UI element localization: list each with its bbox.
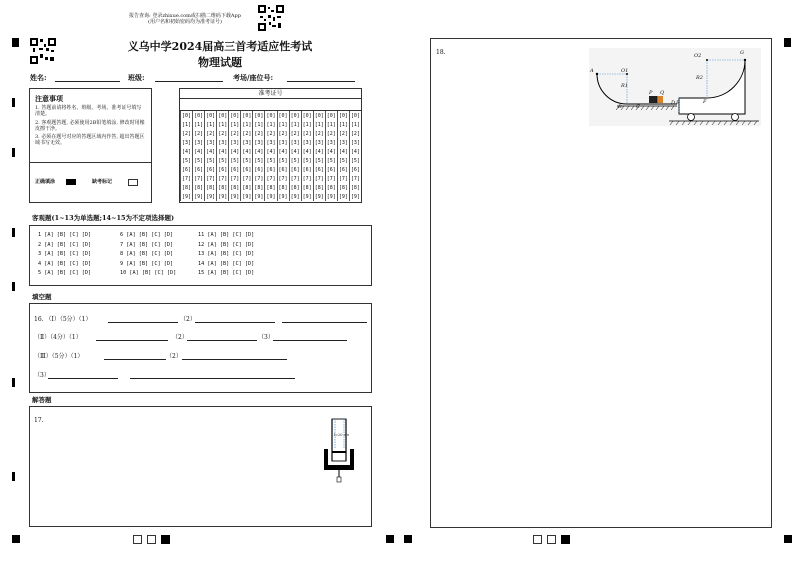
- ticket-digit-bubble[interactable]: [9]: [218, 193, 228, 200]
- ticket-digit-bubble[interactable]: [2]: [218, 130, 228, 137]
- ticket-digit-bubble[interactable]: [3]: [302, 139, 312, 146]
- ticket-digit-bubble[interactable]: [0]: [338, 112, 348, 119]
- ticket-digit-bubble[interactable]: [5]: [350, 157, 360, 164]
- ticket-digit-bubble[interactable]: [5]: [194, 157, 204, 164]
- ticket-digit-bubble[interactable]: [1]: [242, 121, 252, 128]
- ticket-digit-bubble[interactable]: [1]: [194, 121, 204, 128]
- ticket-digit-bubble[interactable]: [3]: [278, 139, 288, 146]
- ticket-digit-bubble[interactable]: [5]: [338, 157, 348, 164]
- fig-label-B: B: [618, 104, 622, 110]
- ticket-digit-bubble[interactable]: [2]: [278, 130, 288, 137]
- ticket-digit-bubble[interactable]: [4]: [302, 148, 312, 155]
- correct-fill-label: 正确填涂: [35, 179, 56, 185]
- ticket-digit-bubble[interactable]: [9]: [350, 193, 360, 200]
- ticket-digit-row: [181, 156, 362, 165]
- class-label: 班级:: [128, 73, 145, 82]
- seat-label: 考场/座位号:: [233, 73, 274, 82]
- objective-col-1[interactable]: [38, 231, 91, 279]
- q16-i-3-blank[interactable]: [282, 322, 367, 323]
- missing-mark-label: 缺考标记: [92, 179, 113, 185]
- notice-item-2: 2. 客观题答题, 必须使用2B铅笔填涂, 修改时用橡皮擦干净。: [35, 119, 145, 132]
- ticket-digit-bubble[interactable]: [6]: [278, 166, 288, 173]
- answer-title: 解答题: [32, 396, 52, 404]
- ticket-digit-bubble[interactable]: [2]: [314, 130, 324, 137]
- qr-code-student: [30, 38, 56, 64]
- ticket-digit-bubble[interactable]: [6]: [242, 166, 252, 173]
- ticket-digit-bubble[interactable]: [3]: [350, 139, 360, 146]
- ticket-digit-bubble[interactable]: [4]: [290, 148, 300, 155]
- fig-label-R2: R2: [696, 75, 703, 81]
- ticket-digit-bubble[interactable]: [1]: [326, 121, 336, 128]
- ticket-digit-bubble[interactable]: [9]: [278, 193, 288, 200]
- ticket-digit-bubble[interactable]: [3]: [290, 139, 300, 146]
- ticket-digit-bubble[interactable]: [5]: [266, 157, 276, 164]
- ticket-digit-bubble[interactable]: [4]: [182, 148, 192, 155]
- q16-ii-2-label: （2）: [172, 334, 188, 341]
- objective-question-row[interactable]: 15 [A] [B] [C] [D]: [198, 270, 255, 276]
- ticket-digit-bubble[interactable]: [8]: [290, 184, 300, 191]
- qr-code-top[interactable]: [258, 5, 284, 31]
- ticket-digit-row: [181, 165, 362, 174]
- ticket-entry-row[interactable]: [180, 98, 361, 111]
- objective-question-row[interactable]: 9 [A] [B] [C] [D]: [120, 260, 174, 267]
- ticket-digit-bubble[interactable]: [1]: [254, 121, 264, 128]
- ticket-digit-bubble[interactable]: [5]: [302, 157, 312, 164]
- correct-fill-sample: [66, 179, 76, 185]
- ticket-digit-bubble[interactable]: [2]: [350, 130, 360, 137]
- ticket-digit-bubble[interactable]: [6]: [206, 166, 216, 173]
- ticket-digit-bubble[interactable]: [7]: [350, 175, 360, 182]
- ticket-digit-bubble[interactable]: [3]: [338, 139, 348, 146]
- objective-question-row[interactable]: 7 [A] [B] [C] [D]: [120, 241, 174, 248]
- q16-i-1-blank[interactable]: [108, 322, 178, 323]
- ticket-digit-bubble[interactable]: [5]: [290, 157, 300, 164]
- objective-question-row[interactable]: 10 [A] [B] [C] [D]: [120, 270, 177, 276]
- ticket-digit-bubble[interactable]: [8]: [242, 184, 252, 191]
- ticket-digit-bubble[interactable]: [0]: [206, 112, 216, 119]
- timing-mark-left-1: [12, 98, 15, 107]
- fig-label-Q: Q: [660, 90, 665, 96]
- missing-mark-box[interactable]: [128, 179, 138, 186]
- objective-question-row[interactable]: 14 [A] [B] [C] [D]: [198, 260, 255, 267]
- fig-label-A: A: [590, 68, 594, 74]
- ticket-digit-bubble[interactable]: [2]: [326, 130, 336, 137]
- ticket-digit-bubble[interactable]: [5]: [182, 157, 192, 164]
- ticket-digit-row: [181, 138, 362, 147]
- ticket-digit-bubble[interactable]: [9]: [206, 193, 216, 200]
- ticket-digit-bubble[interactable]: [3]: [314, 139, 324, 146]
- ticket-digit-bubble[interactable]: [7]: [194, 175, 204, 182]
- ticket-digit-bubble[interactable]: [4]: [242, 148, 252, 155]
- ticket-digit-bubble[interactable]: [6]: [314, 166, 324, 173]
- timing-mark-left-6: [12, 472, 15, 481]
- ticket-digit-bubble[interactable]: [0]: [182, 112, 192, 119]
- ticket-digit-bubble[interactable]: [9]: [290, 193, 300, 200]
- fig-label-E: E: [676, 100, 680, 106]
- ticket-digit-bubble[interactable]: [6]: [350, 166, 360, 173]
- objective-question-row[interactable]: 8 [A] [B] [C] [D]: [120, 251, 174, 257]
- ticket-digit-bubble[interactable]: [1]: [278, 121, 288, 128]
- ticket-digit-bubble[interactable]: [8]: [230, 184, 240, 191]
- ticket-digit-bubble[interactable]: [1]: [206, 121, 216, 128]
- ticket-digit-bubble[interactable]: [8]: [266, 184, 276, 191]
- fig-label-D: D: [671, 100, 676, 106]
- ticket-digit-bubble[interactable]: [6]: [266, 166, 276, 173]
- notice-item-3: 3. 必须在题号对应的答题区域内作答, 超出答题区域书写无效。: [35, 134, 145, 147]
- ticket-digit-bubble[interactable]: [2]: [290, 130, 300, 137]
- fig-label-O2: O2: [694, 53, 702, 59]
- fig-label-G: G: [740, 50, 744, 56]
- q16-i-2-label: （2）: [180, 316, 196, 323]
- ticket-digit-bubble[interactable]: [5]: [254, 157, 264, 164]
- ticket-digit-bubble[interactable]: [2]: [182, 130, 192, 137]
- ticket-digit-bubble[interactable]: [8]: [254, 184, 264, 191]
- ticket-digit-bubble[interactable]: [1]: [338, 121, 348, 128]
- q16-iii-2-label: （2）: [166, 353, 182, 360]
- objective-question-row[interactable]: 2 [A] [B] [C] [D]: [38, 241, 92, 248]
- q16-label: 16. （Ⅰ）（5分）（1）: [34, 316, 92, 323]
- fig-label-C: C: [636, 104, 640, 110]
- ticket-digit-bubble[interactable]: [7]: [290, 175, 300, 182]
- ticket-digit-bubble[interactable]: [1]: [266, 121, 276, 128]
- ticket-digit-columns[interactable]: [180, 111, 361, 201]
- ticket-digit-bubble[interactable]: [7]: [302, 175, 312, 182]
- ticket-digit-bubble[interactable]: [5]: [206, 157, 216, 164]
- ticket-digit-bubble[interactable]: [0]: [230, 112, 240, 119]
- ticket-digit-bubble[interactable]: [1]: [290, 121, 300, 128]
- notice-box: [29, 88, 152, 203]
- ticket-digit-row: [181, 147, 362, 156]
- ticket-digit-bubble[interactable]: [4]: [278, 148, 288, 155]
- objective-question-row[interactable]: 5 [A] [B] [C] [D]: [38, 270, 92, 276]
- ticket-digit-bubble[interactable]: [5]: [242, 157, 252, 164]
- fill-blank-title: 填空题: [32, 293, 52, 301]
- ticket-digit-bubble[interactable]: [0]: [218, 112, 228, 119]
- timing-mark-bottom-mid: [386, 535, 394, 543]
- ticket-digit-bubble[interactable]: [0]: [290, 112, 300, 119]
- ticket-digit-bubble[interactable]: [2]: [242, 130, 252, 137]
- q18-answer-box[interactable]: [430, 38, 772, 528]
- timing-mark-left-5: [12, 378, 15, 387]
- objective-question-row[interactable]: 11 [A] [B] [C] [D]: [198, 232, 255, 238]
- ticket-digit-bubble[interactable]: [2]: [338, 130, 348, 137]
- page-code-right-2: [547, 535, 556, 544]
- ticket-digit-row: [181, 111, 362, 120]
- ticket-digit-bubble[interactable]: [3]: [266, 139, 276, 146]
- ticket-digit-bubble[interactable]: [4]: [326, 148, 336, 155]
- ticket-digit-bubble[interactable]: [4]: [338, 148, 348, 155]
- timing-mark-bottom-right: [784, 535, 792, 543]
- ticket-digit-bubble[interactable]: [1]: [218, 121, 228, 128]
- ticket-digit-bubble[interactable]: [4]: [266, 148, 276, 155]
- ticket-digit-bubble[interactable]: [0]: [314, 112, 324, 119]
- notice-item-1: 1. 答题前请将姓名、班级、考场、准考证号填写清楚。: [35, 105, 142, 118]
- objective-title: 客观题(1~13为单选题;14~15为不定项选择题): [32, 214, 175, 222]
- seat-field[interactable]: [287, 81, 355, 82]
- ticket-digit-bubble[interactable]: [7]: [326, 175, 336, 182]
- ticket-digit-bubble[interactable]: [1]: [182, 121, 192, 128]
- ticket-digit-bubble[interactable]: [2]: [206, 130, 216, 137]
- ticket-digit-bubble[interactable]: [8]: [278, 184, 288, 191]
- ticket-digit-bubble[interactable]: [7]: [338, 175, 348, 182]
- ticket-digit-bubble[interactable]: [6]: [290, 166, 300, 173]
- ticket-digit-bubble[interactable]: [4]: [206, 148, 216, 155]
- ticket-digit-bubble[interactable]: [6]: [326, 166, 336, 173]
- q18-figure: [589, 48, 761, 126]
- ticket-digit-row: [181, 183, 362, 192]
- ticket-digit-bubble[interactable]: [4]: [230, 148, 240, 155]
- ticket-digit-bubble[interactable]: [2]: [230, 130, 240, 137]
- ticket-digit-bubble[interactable]: [4]: [194, 148, 204, 155]
- q18-label: 18.: [436, 49, 446, 56]
- timing-mark-left-2: [12, 148, 15, 157]
- ticket-digit-bubble[interactable]: [1]: [302, 121, 312, 128]
- q16-i-2-blank[interactable]: [195, 322, 275, 323]
- fill-blank-box: [29, 303, 372, 393]
- exam-title-line1: 义乌中学2024届高三首考适应性考试: [127, 40, 313, 53]
- page-code-left-2: [147, 535, 156, 544]
- objective-col-2[interactable]: [120, 231, 176, 279]
- notice-items: [35, 105, 145, 147]
- ticket-digit-bubble[interactable]: [3]: [218, 139, 228, 146]
- name-label: 姓名:: [30, 73, 47, 82]
- ticket-digit-bubble[interactable]: [9]: [266, 193, 276, 200]
- ticket-digit-bubble[interactable]: [9]: [302, 193, 312, 200]
- ticket-digit-bubble[interactable]: [3]: [182, 139, 192, 146]
- q17-figure: [318, 415, 358, 485]
- q16-iii-label: （Ⅲ）（5分）（1）: [34, 353, 84, 360]
- report-query-line1: 报告查询: 登录zhixue.com或扫描二维码下载App: [129, 13, 241, 19]
- ticket-digit-bubble[interactable]: [4]: [314, 148, 324, 155]
- ticket-digit-bubble[interactable]: [3]: [194, 139, 204, 146]
- ticket-digit-bubble[interactable]: [3]: [242, 139, 252, 146]
- page-code-right-3: [561, 535, 570, 544]
- ticket-digit-bubble[interactable]: [8]: [218, 184, 228, 191]
- ticket-digit-bubble[interactable]: [4]: [254, 148, 264, 155]
- objective-question-row[interactable]: 4 [A] [B] [C] [D]: [38, 260, 92, 267]
- notice-title: 注意事项: [35, 94, 63, 103]
- timing-mark-bottom-mid2: [404, 535, 412, 543]
- exam-title: [120, 38, 320, 70]
- ticket-digit-bubble[interactable]: [7]: [182, 175, 192, 182]
- page-code-left-1: [133, 535, 142, 544]
- ticket-digit-bubble[interactable]: [7]: [314, 175, 324, 182]
- exam-title-line2: 物理试题: [198, 56, 242, 69]
- objective-question-row[interactable]: 1 [A] [B] [C] [D]: [38, 232, 92, 238]
- ticket-digit-bubble[interactable]: [5]: [314, 157, 324, 164]
- objective-question-row[interactable]: 12 [A] [B] [C] [D]: [198, 241, 255, 248]
- ticket-digit-bubble[interactable]: [9]: [314, 193, 324, 200]
- q16-iii-2-blank[interactable]: [182, 359, 287, 360]
- q16-ii-3-blank[interactable]: [273, 340, 347, 341]
- ticket-digit-bubble[interactable]: [4]: [350, 148, 360, 155]
- ticket-digit-bubble[interactable]: [1]: [230, 121, 240, 128]
- ticket-digit-bubble[interactable]: [3]: [230, 139, 240, 146]
- ticket-digit-bubble[interactable]: [0]: [350, 112, 360, 119]
- ticket-digit-bubble[interactable]: [8]: [314, 184, 324, 191]
- timing-mark-left-4: [12, 282, 15, 291]
- ticket-digit-bubble[interactable]: [1]: [350, 121, 360, 128]
- fig-label-R1: R1: [621, 83, 628, 89]
- ticket-digit-bubble[interactable]: [0]: [326, 112, 336, 119]
- ticket-digit-bubble[interactable]: [6]: [230, 166, 240, 173]
- ticket-digit-bubble[interactable]: [0]: [266, 112, 276, 119]
- ticket-digit-bubble[interactable]: [7]: [254, 175, 264, 182]
- ticket-digit-bubble[interactable]: [6]: [182, 166, 192, 173]
- ticket-digit-bubble[interactable]: [2]: [266, 130, 276, 137]
- report-query-note: [110, 13, 260, 26]
- ticket-digit-bubble[interactable]: [8]: [302, 184, 312, 191]
- ticket-digit-bubble[interactable]: [0]: [242, 112, 252, 119]
- ticket-digit-bubble[interactable]: [8]: [194, 184, 204, 191]
- ticket-digit-bubble[interactable]: [7]: [206, 175, 216, 182]
- ticket-digit-bubble[interactable]: [3]: [254, 139, 264, 146]
- ticket-digit-bubble[interactable]: [3]: [326, 139, 336, 146]
- timing-mark-top-left: [12, 38, 19, 47]
- fig-label-O1: O1: [621, 68, 629, 74]
- q17-length-label: l=20 cm: [334, 433, 349, 437]
- ticket-digit-table[interactable]: [180, 111, 361, 201]
- q16-iii-3-label: （3）: [34, 372, 50, 379]
- name-field[interactable]: [55, 81, 120, 82]
- objective-question-row[interactable]: 13 [A] [B] [C] [D]: [198, 251, 255, 257]
- objective-col-3[interactable]: [198, 231, 254, 279]
- ticket-digit-bubble[interactable]: [6]: [302, 166, 312, 173]
- ticket-digit-bubble[interactable]: [9]: [254, 193, 264, 200]
- ticket-digit-bubble[interactable]: [9]: [230, 193, 240, 200]
- q16-ii-3-label: （3）: [258, 334, 274, 341]
- ticket-digit-bubble[interactable]: [4]: [218, 148, 228, 155]
- ticket-digit-row: [181, 192, 362, 201]
- timing-mark-top-right: [784, 38, 791, 47]
- q16-ii-2-blank[interactable]: [187, 340, 257, 341]
- ticket-digit-bubble[interactable]: [7]: [278, 175, 288, 182]
- objective-question-row[interactable]: 3 [A] [B] [C] [D]: [38, 251, 92, 257]
- ticket-digit-bubble[interactable]: [0]: [278, 112, 288, 119]
- ticket-digit-bubble[interactable]: [8]: [350, 184, 360, 191]
- ticket-digit-bubble[interactable]: [9]: [194, 193, 204, 200]
- ticket-digit-bubble[interactable]: [7]: [242, 175, 252, 182]
- ticket-digit-row: [181, 129, 362, 138]
- objective-question-row[interactable]: 6 [A] [B] [C] [D]: [120, 232, 174, 238]
- ticket-digit-bubble[interactable]: [6]: [218, 166, 228, 173]
- fig-label-F: F: [703, 99, 707, 105]
- q17-answer-box[interactable]: [29, 406, 372, 527]
- q16-ii-1-blank[interactable]: [96, 340, 168, 341]
- q16-iii-3-blank[interactable]: [48, 378, 118, 379]
- ticket-digit-bubble[interactable]: [9]: [242, 193, 252, 200]
- notice-divider: [30, 162, 151, 163]
- ticket-digit-bubble[interactable]: [5]: [326, 157, 336, 164]
- ticket-digit-bubble[interactable]: [8]: [206, 184, 216, 191]
- report-query-line2: (用户名和初始密码均为准考证号): [148, 19, 222, 26]
- page-code-left-3: [161, 535, 170, 544]
- ticket-digit-bubble[interactable]: [8]: [338, 184, 348, 191]
- ticket-digit-bubble[interactable]: [2]: [194, 130, 204, 137]
- ticket-digit-bubble[interactable]: [2]: [302, 130, 312, 137]
- ticket-header: 准考证号: [180, 89, 361, 99]
- fig-label-P: P: [649, 90, 653, 96]
- ticket-digit-bubble[interactable]: [0]: [254, 112, 264, 119]
- q16-ii-label: （Ⅱ）（4分）（1）: [34, 334, 82, 341]
- timing-mark-bottom-left: [12, 535, 20, 543]
- ticket-digit-bubble[interactable]: [7]: [218, 175, 228, 182]
- q17-label: 17.: [34, 417, 44, 424]
- ticket-digit-bubble[interactable]: [7]: [230, 175, 240, 182]
- ticket-digit-bubble[interactable]: [6]: [254, 166, 264, 173]
- ticket-digit-bubble[interactable]: [9]: [326, 193, 336, 200]
- ticket-digit-bubble[interactable]: [5]: [230, 157, 240, 164]
- class-field[interactable]: [155, 81, 223, 82]
- ticket-digit-bubble[interactable]: [5]: [218, 157, 228, 164]
- ticket-digit-bubble[interactable]: [8]: [182, 184, 192, 191]
- q16-iii-1-blank[interactable]: [104, 359, 166, 360]
- ticket-digit-bubble[interactable]: [9]: [182, 193, 192, 200]
- objective-box: [29, 225, 372, 286]
- ticket-digit-bubble[interactable]: [6]: [338, 166, 348, 173]
- ticket-digit-bubble[interactable]: [3]: [206, 139, 216, 146]
- ticket-digit-bubble[interactable]: [1]: [314, 121, 324, 128]
- page-code-right-1: [533, 535, 542, 544]
- ticket-number-grid: [179, 88, 362, 203]
- ticket-digit-bubble[interactable]: [5]: [278, 157, 288, 164]
- ticket-digit-bubble[interactable]: [6]: [194, 166, 204, 173]
- ticket-digit-row: [181, 120, 362, 129]
- q16-iii-4-blank[interactable]: [130, 378, 295, 379]
- ticket-digit-row: [181, 174, 362, 183]
- ticket-digit-bubble[interactable]: [7]: [266, 175, 276, 182]
- ticket-digit-bubble[interactable]: [0]: [194, 112, 204, 119]
- ticket-digit-bubble[interactable]: [2]: [254, 130, 264, 137]
- ticket-digit-bubble[interactable]: [8]: [326, 184, 336, 191]
- ticket-digit-bubble[interactable]: [9]: [338, 193, 348, 200]
- ticket-digit-bubble[interactable]: [0]: [302, 112, 312, 119]
- timing-mark-left-3: [12, 228, 15, 237]
